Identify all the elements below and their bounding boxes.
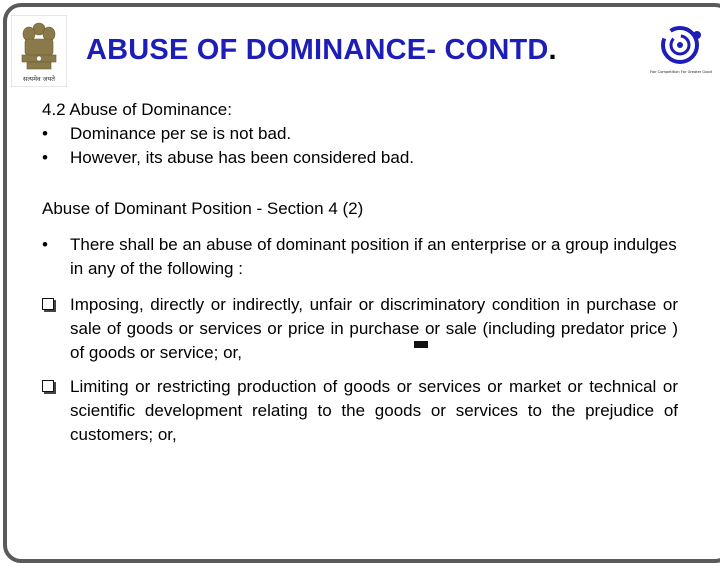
bullet-marker: • <box>42 235 48 254</box>
checklist-item <box>42 293 678 365</box>
bullet-marker: • <box>42 124 48 143</box>
checkbox-bullet-icon <box>42 298 54 310</box>
national-emblem-icon <box>11 15 67 87</box>
bullet-text: Dominance per se is not bad. <box>70 124 292 143</box>
checklist-text: Imposing, directly or indirectly, unfair or discriminatory condition in purchase or sale of goods or services or price in purchase or sale (including predator price ) of goods or service; or, <box>70 295 678 362</box>
list-item <box>42 233 678 281</box>
list-item <box>42 122 678 146</box>
section2-heading: Abuse of Dominant Position - Section 4 (2) <box>42 199 364 218</box>
bullet-marker: • <box>42 148 48 167</box>
text-cursor-marker <box>414 341 428 348</box>
bullet-text: There shall be an abuse of dominant position if an enterprise or a group indulges in any of the following : <box>70 235 677 278</box>
section1-heading: 4.2 Abuse of Dominance: <box>42 100 232 119</box>
checklist-item <box>42 375 678 447</box>
title-punctuation: . <box>548 34 557 66</box>
cci-logo-icon <box>650 23 712 79</box>
list-item <box>42 146 678 170</box>
slide-content <box>42 98 678 447</box>
page-title-text: ABUSE OF DOMINANCE- CONTD <box>86 34 549 66</box>
bullet-text: However, its abuse has been considered bad. <box>70 148 415 167</box>
checkbox-bullet-icon <box>42 380 54 392</box>
checklist-text: Limiting or restricting production of goods or services or market or technical or scientific development relating to the goods or services to the prejudice of customers; or, <box>70 377 678 444</box>
logo-caption: Fair Competition For Greater Good <box>650 70 712 74</box>
page-title <box>86 34 557 67</box>
emblem-caption: सत्यमेव जयते <box>23 75 55 83</box>
